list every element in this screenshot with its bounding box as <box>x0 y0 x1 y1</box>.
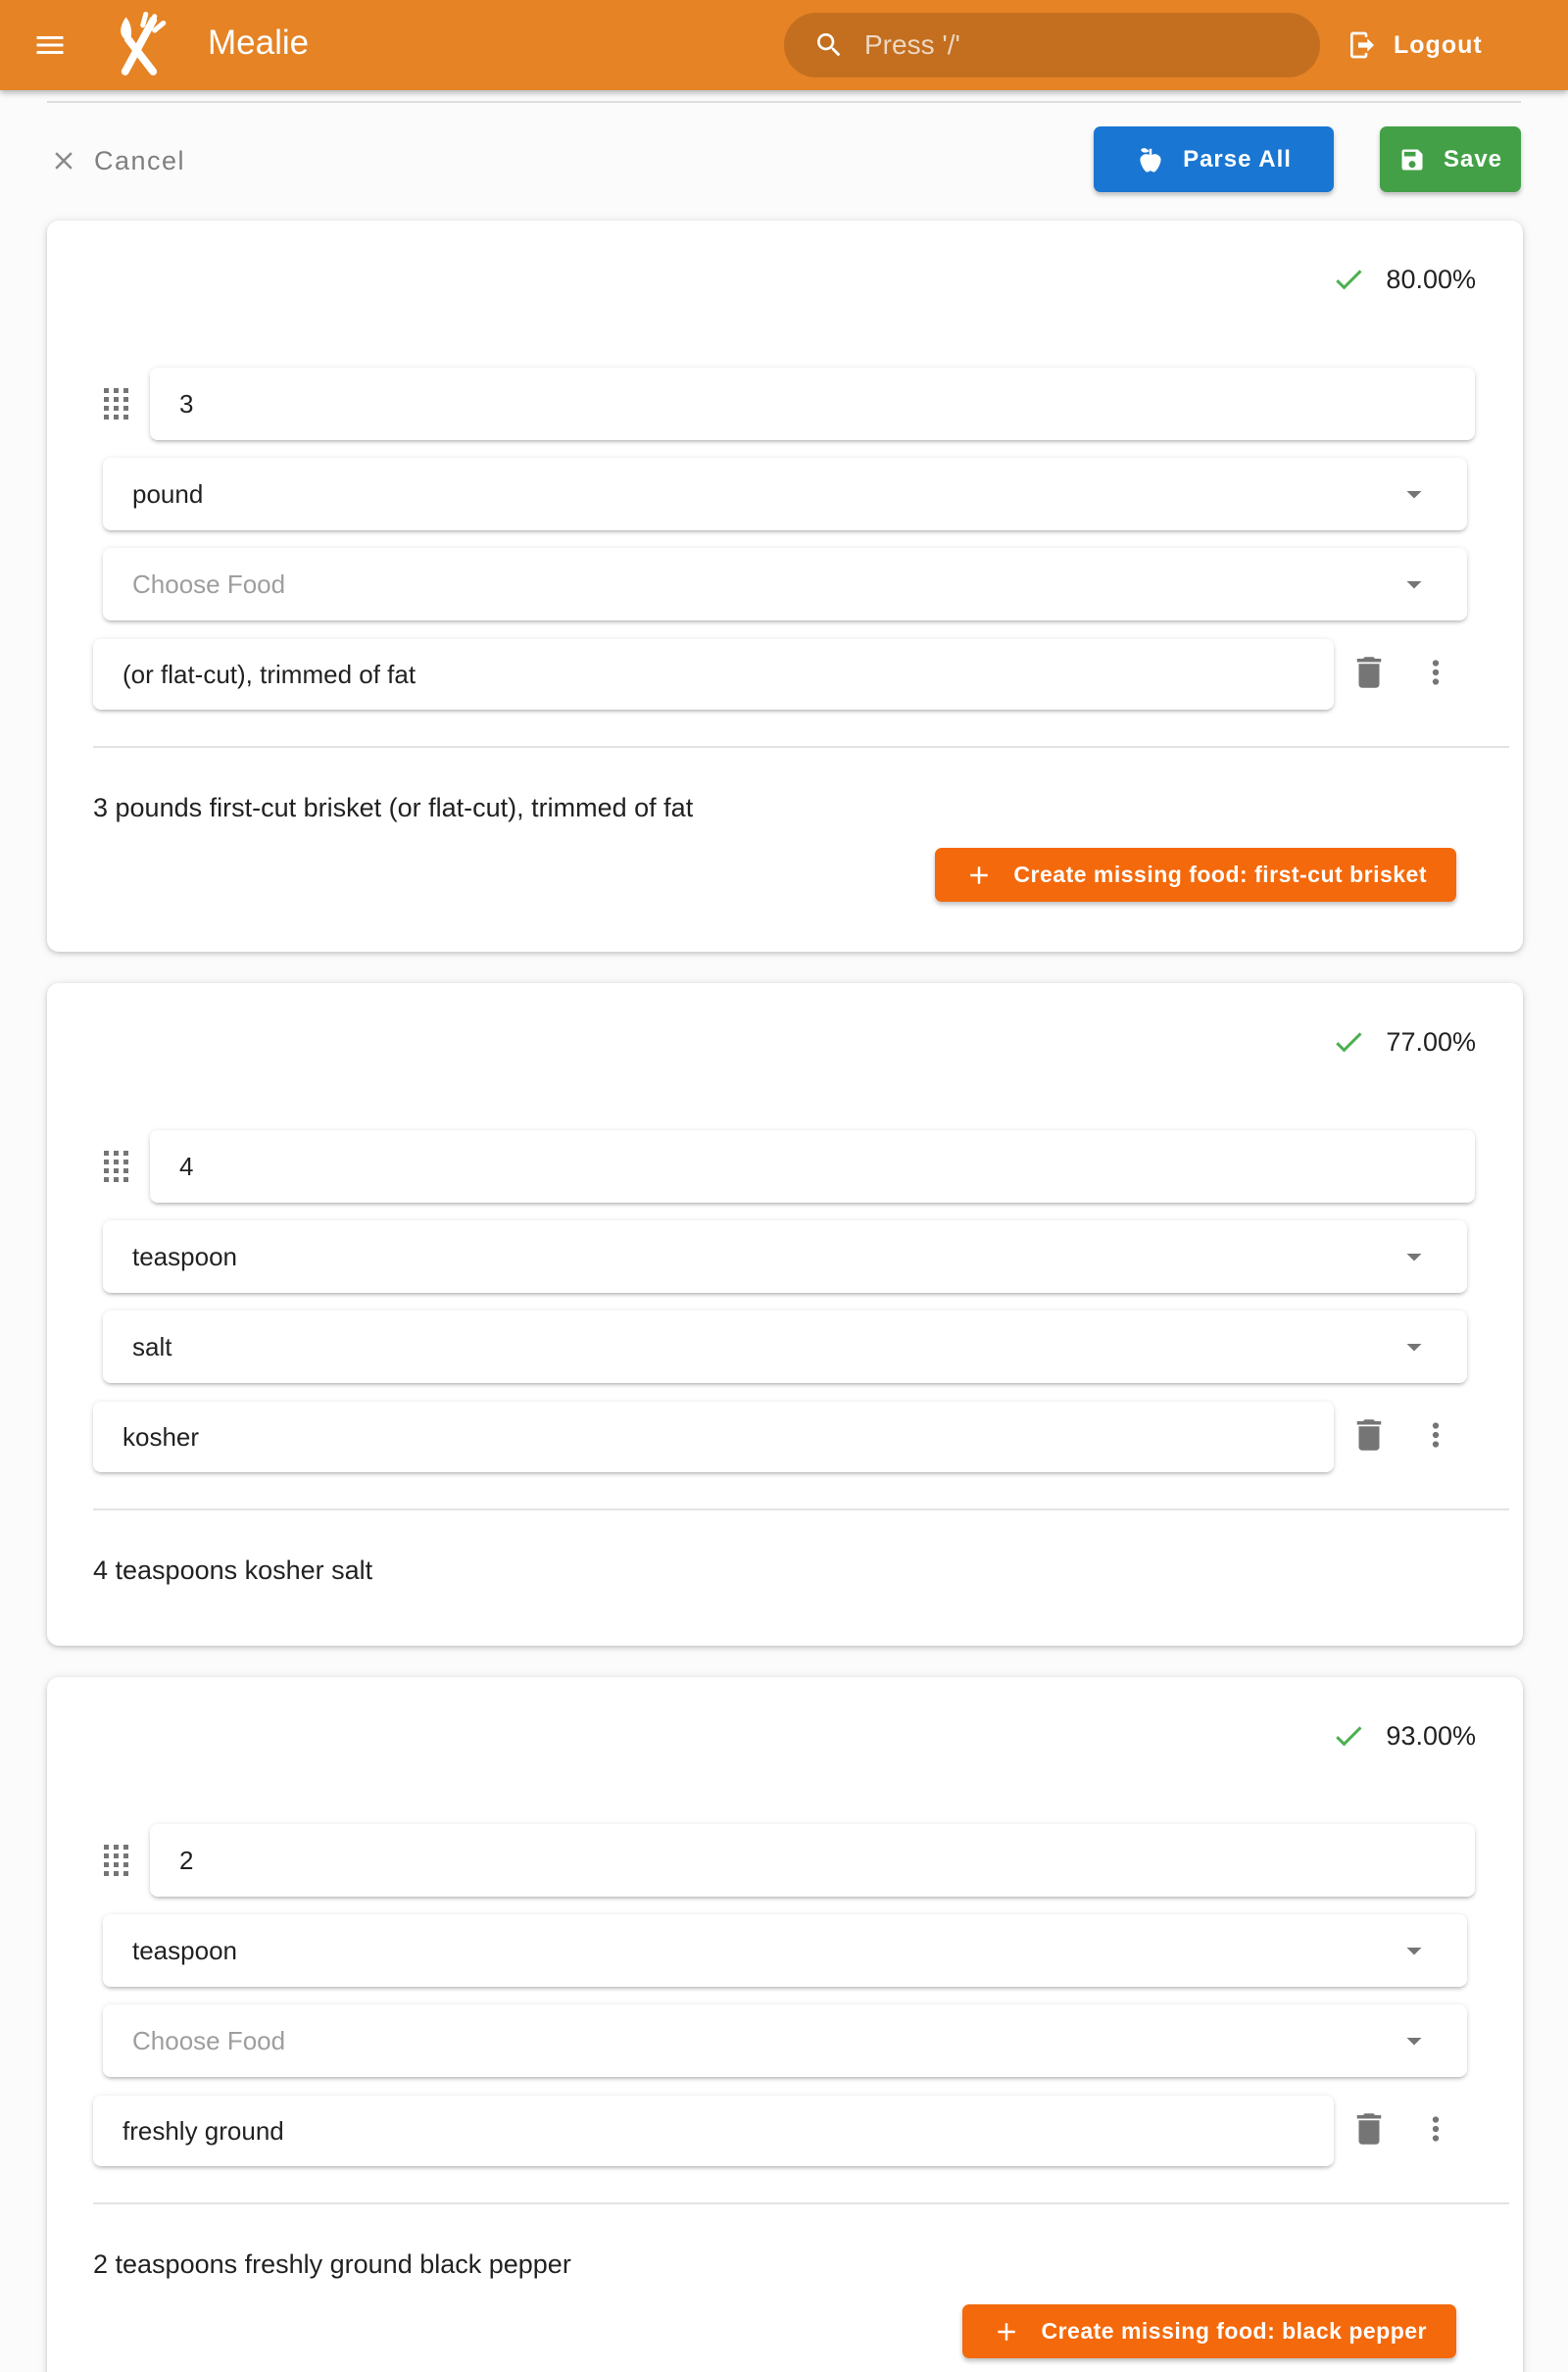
close-icon <box>49 146 78 175</box>
app-header <box>0 0 1568 90</box>
more-options-button[interactable] <box>1417 654 1454 691</box>
content-top-divider <box>47 101 1521 103</box>
unit-select[interactable] <box>103 1220 1467 1293</box>
plus-icon <box>964 861 994 890</box>
ingredient-card <box>47 1677 1523 2372</box>
search-placeholder: Press '/' <box>864 29 960 60</box>
unit-value: teaspoon <box>132 1241 237 1271</box>
note-input[interactable] <box>93 1402 1334 1472</box>
logout-label: Logout <box>1394 30 1483 59</box>
note-input[interactable] <box>93 2096 1334 2166</box>
quantity-input[interactable] <box>150 1130 1475 1203</box>
confidence-value: 93.00% <box>1386 1720 1476 1751</box>
original-ingredient-text: 3 pounds first-cut brisket (or flat-cut), trimmed of fat <box>93 793 694 822</box>
chevron-down-icon <box>1396 476 1432 512</box>
food-placeholder: Choose Food <box>132 2025 286 2055</box>
food-value: salt <box>132 1331 172 1361</box>
parse-all-button[interactable] <box>1094 126 1334 192</box>
divider <box>93 1508 1509 1510</box>
save-label: Save <box>1443 145 1503 173</box>
chevron-down-icon <box>1396 1933 1432 1968</box>
food-select[interactable] <box>103 1310 1467 1383</box>
delete-button[interactable] <box>1348 2108 1390 2150</box>
drag-handle-icon[interactable] <box>104 1150 131 1183</box>
original-ingredient-text: 4 teaspoons kosher salt <box>93 1556 373 1585</box>
save-button[interactable] <box>1380 126 1521 192</box>
note-input[interactable] <box>93 639 1334 710</box>
more-options-button[interactable] <box>1417 2110 1454 2148</box>
delete-button[interactable] <box>1348 1414 1390 1456</box>
check-icon <box>1331 262 1366 297</box>
confidence-value: 80.00% <box>1386 264 1476 294</box>
mealie-logo-icon <box>104 10 174 80</box>
unit-select[interactable] <box>103 458 1467 530</box>
parse-all-label: Parse All <box>1183 145 1292 173</box>
unit-value: pound <box>132 478 204 509</box>
chevron-down-icon <box>1396 1329 1432 1364</box>
create-missing-food-button[interactable] <box>935 848 1456 902</box>
chevron-down-icon <box>1396 1239 1432 1274</box>
quantity-input[interactable] <box>150 1824 1475 1897</box>
create-missing-food-label: Create missing food: black pepper <box>1041 2318 1427 2344</box>
search-icon <box>813 29 845 61</box>
save-icon <box>1398 146 1426 173</box>
check-icon <box>1331 1024 1366 1060</box>
food-placeholder: Choose Food <box>132 568 286 599</box>
more-options-button[interactable] <box>1417 1416 1454 1454</box>
cancel-button[interactable] <box>49 133 185 188</box>
quantity-input[interactable] <box>150 368 1475 440</box>
create-missing-food-label: Create missing food: first-cut brisket <box>1013 862 1427 887</box>
chevron-down-icon <box>1396 2023 1432 2058</box>
drag-handle-icon[interactable] <box>104 1844 131 1877</box>
create-missing-food-button[interactable] <box>962 2304 1456 2358</box>
original-ingredient-text: 2 teaspoons freshly ground black pepper <box>93 2249 571 2279</box>
check-icon <box>1331 1718 1366 1754</box>
ingredient-card <box>47 983 1523 1646</box>
confidence-value: 77.00% <box>1386 1026 1476 1057</box>
food-select[interactable] <box>103 2004 1467 2077</box>
ingredient-card <box>47 221 1523 952</box>
unit-select[interactable] <box>103 1914 1467 1987</box>
food-select[interactable] <box>103 548 1467 620</box>
app-title: Mealie <box>208 24 310 62</box>
logout-icon <box>1347 29 1378 61</box>
delete-button[interactable] <box>1348 652 1390 693</box>
confidence-indicator <box>1331 1024 1476 1060</box>
plus-icon <box>992 2317 1021 2347</box>
search-input[interactable] <box>784 13 1320 77</box>
divider <box>93 746 1509 748</box>
drag-handle-icon[interactable] <box>104 387 131 420</box>
unit-value: teaspoon <box>132 1935 237 1965</box>
logout-button[interactable] <box>1347 0 1483 90</box>
hamburger-menu-icon[interactable] <box>32 27 72 63</box>
cancel-label: Cancel <box>94 145 186 175</box>
divider <box>93 2202 1509 2204</box>
confidence-indicator <box>1331 262 1476 297</box>
chevron-down-icon <box>1396 567 1432 602</box>
apple-icon <box>1136 145 1165 174</box>
confidence-indicator <box>1331 1718 1476 1754</box>
